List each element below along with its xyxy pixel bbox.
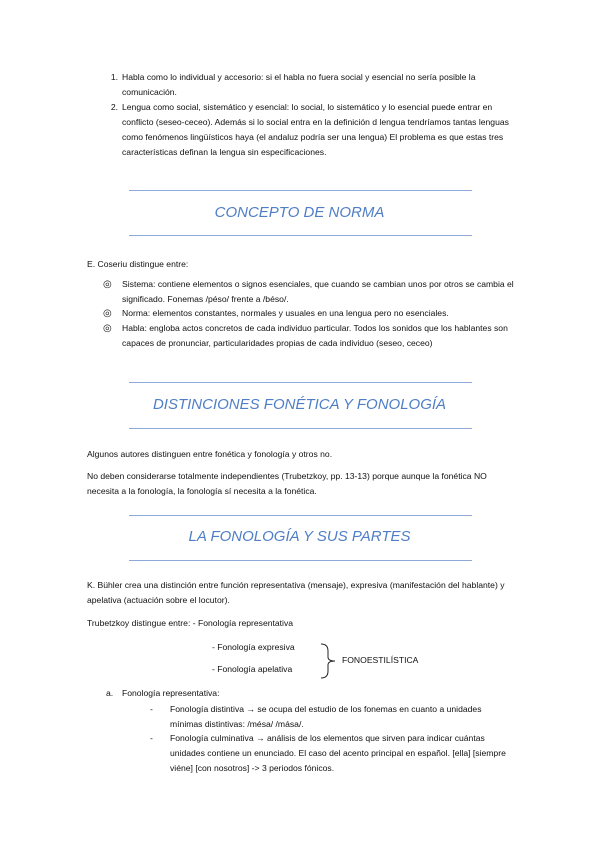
- paragraph-buhler: K. Bühler crea una distinción entre función representativa (mensaje), expresiva (manifestación del hablante) y apelativa (actuación sobre el locutor).: [87, 580, 505, 605]
- trubetzkoy-line: Trubetzkoy distingue entre: - Fonología representativa: [87, 618, 294, 628]
- fonoestilistica-label: FONOESTILÍSTICA: [342, 655, 419, 665]
- bullet-norma: Norma: elementos constantes, normales y usuales en una lengua pero no esenciales.: [122, 308, 449, 318]
- list-item-text: Lengua como social, sistemático y esencial: lo social, lo sistemático y lo esencial puede entrar en conflicto (seseo-ceceo). Además si lo social entra en la definición d lengua tendríamos tantas lenguas como fenómenos lingüísticos haya (el andaluz podría ser una lengua) El problema es que estas tres características definan la lengua sin especificaciones.: [122, 102, 509, 157]
- paragraph-autores: Algunos autores distinguen entre fonética y fonología y otros no.: [87, 449, 333, 459]
- paragraph-trubetzkoy: No deben considerarse totalmente independientes (Trubetzkoy, pp. 13-13) porque aunque la fonética NO necesita a la fonología, la fonología sí necesita a la fonética.: [87, 471, 487, 496]
- heading-rule-top: [129, 382, 472, 383]
- section-heading-fonologia-partes: LA FONOLOGÍA Y SUS PARTES: [188, 528, 411, 545]
- heading-rule-bottom: [129, 428, 472, 429]
- bullet-sistema: Sistema: contiene elementos o signos esenciales, que cuando se cambian unos por otros se cambia el significado. Fonemas /péso/ frente a /béso/.: [122, 279, 514, 304]
- bullet-icon: ◎: [103, 323, 112, 334]
- item-a-text: Fonología representativa:: [122, 688, 220, 698]
- sub-item-distintiva: Fonología distintiva → se ocupa del estudio de los fonemas en cuanto a unidades mínimas distintivas: /mésa/ /mása/.: [170, 704, 482, 729]
- sub-item-culminativa: Fonología culminativa → análisis de los elementos que sirven para indicar cuántas unidades contiene un enunciado. El caso del acento principal en español. [ella] [siempre viéne] [con nosotros] -> 3 periodos fónicos.: [170, 733, 506, 773]
- list-number: 1.: [110, 72, 118, 82]
- bullet-icon: ◎: [103, 279, 112, 290]
- coseriu-intro: E. Coseriu distingue entre:: [87, 259, 189, 269]
- fonologia-apelativa: - Fonología apelativa: [212, 664, 293, 674]
- section-heading-distinciones: DISTINCIONES FONÉTICA Y FONOLOGÍA: [152, 396, 447, 413]
- heading-rule-bottom: [129, 235, 472, 236]
- dash-marker: -: [150, 733, 153, 743]
- list-item-text: Habla como lo individual y accesorio: si el habla no fuera social y esencial no sería posible la comunicación.: [122, 72, 476, 97]
- item-a-label: a.: [106, 688, 114, 698]
- bullet-icon: ◎: [103, 308, 112, 319]
- list-number: 2.: [110, 102, 118, 112]
- heading-rule-top: [129, 515, 472, 516]
- section-heading-concepto-norma: CONCEPTO DE NORMA: [214, 204, 385, 221]
- bullet-habla: Habla: engloba actos concretos de cada individuo particular. Todos los sonidos que los hablantes son capaces de pronunciar, particularidades propias de cada individuo (seseo, ceceo): [122, 323, 508, 348]
- curly-brace-icon: [318, 643, 338, 679]
- fonologia-expresiva: - Fonología expresiva: [212, 642, 295, 652]
- heading-rule-top: [129, 190, 472, 191]
- dash-marker: -: [150, 704, 153, 714]
- heading-rule-bottom: [129, 560, 472, 561]
